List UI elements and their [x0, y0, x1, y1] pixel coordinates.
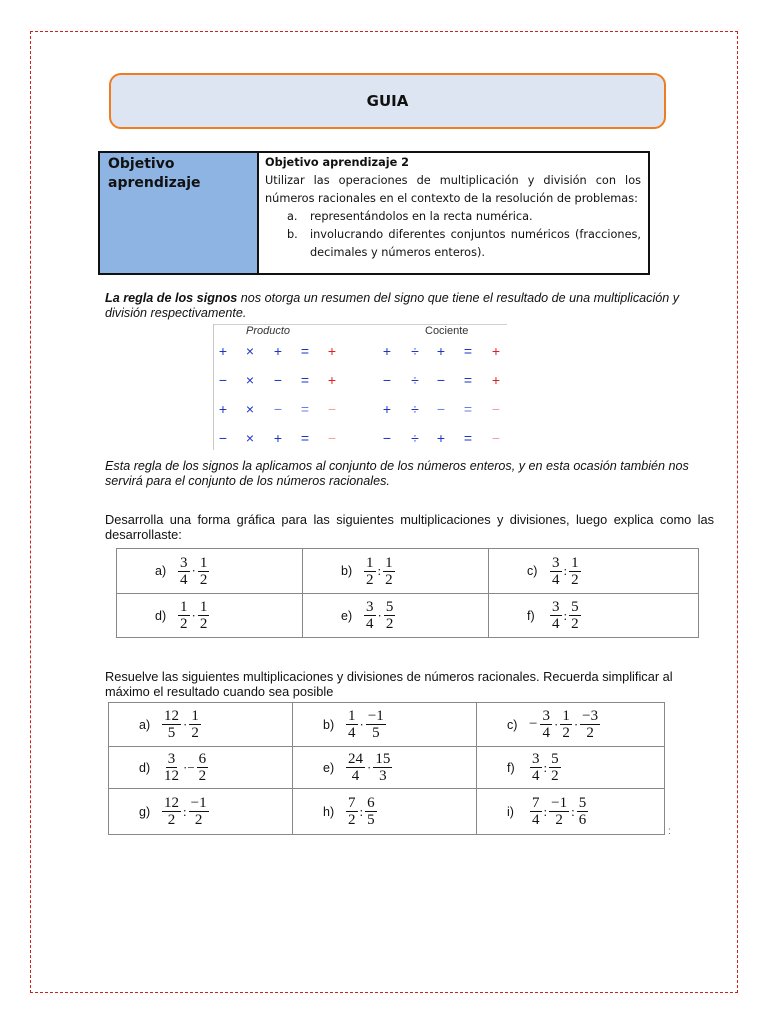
- fraction: [197, 751, 209, 784]
- fraction: [364, 599, 376, 632]
- math-expression: [345, 708, 387, 741]
- exercise-cell: [303, 549, 489, 594]
- table-row: [109, 789, 665, 835]
- quotient-sign: +: [436, 430, 446, 446]
- numerator: 5: [571, 599, 579, 615]
- negative-sign: −: [529, 716, 538, 732]
- numerator: 1: [366, 554, 374, 571]
- table-row: [117, 549, 699, 594]
- exercise-label: g): [139, 804, 151, 819]
- operator: ·: [191, 563, 196, 578]
- operator: :: [377, 563, 382, 578]
- denominator: 4: [542, 725, 550, 741]
- operator: ·: [183, 716, 188, 732]
- math-expression: [345, 751, 393, 784]
- objective-item-text: representándolos en la recta numérica.: [310, 210, 533, 223]
- fraction: [550, 599, 562, 632]
- exercise-label: f): [507, 760, 515, 775]
- objective-item: [265, 226, 641, 262]
- denominator: 4: [348, 725, 356, 741]
- product-sign: +: [273, 343, 283, 359]
- exercise1-table: [116, 548, 699, 638]
- math-expression: [345, 795, 378, 828]
- numerator: 3: [552, 554, 560, 571]
- operator: ·: [553, 716, 559, 732]
- quotient-sign: −: [436, 372, 446, 388]
- fraction: [365, 795, 377, 828]
- exercise-label: c): [527, 564, 538, 578]
- math-expression: [161, 795, 210, 828]
- operator: ·: [191, 607, 196, 623]
- fraction: [373, 751, 392, 784]
- numerator: 3: [366, 599, 374, 615]
- operator: :: [359, 803, 364, 819]
- exercise-label: i): [507, 804, 514, 819]
- rule-bold-text: La regla de los signos: [105, 291, 238, 305]
- denominator: 4: [351, 768, 360, 784]
- exercise-cell: [477, 789, 665, 835]
- numerator: −3: [582, 708, 599, 724]
- operator: :: [183, 803, 187, 819]
- quotient-sign: =: [463, 372, 473, 388]
- numerator: 1: [562, 708, 570, 724]
- math-expression: [161, 708, 202, 741]
- exercise1-prompt: Desarrolla una forma gráfica para las siguientes multiplicaciones y divisiones, luego explica como las desarrollaste:: [105, 512, 714, 542]
- denominator: 2: [571, 616, 579, 632]
- objective-item-text: involucrando diferentes conjuntos numéricos (fracciones, decimales y números enteros).: [310, 228, 641, 259]
- fraction: [198, 599, 210, 632]
- math-expression: [549, 599, 582, 632]
- quotient-sign: ÷: [411, 401, 419, 417]
- exercise-label: b): [323, 717, 335, 732]
- page-title: GUIA: [109, 73, 666, 129]
- objective-item-label: a.: [287, 210, 298, 223]
- quotient-sign: ÷: [411, 343, 419, 359]
- fraction: [530, 795, 542, 828]
- denominator: 2: [199, 616, 208, 632]
- signs-table: [213, 324, 506, 450]
- numerator: −1: [190, 795, 207, 811]
- objective-item: [265, 208, 641, 226]
- product-sign: −: [273, 372, 283, 388]
- numerator: −1: [367, 708, 384, 724]
- numerator: 1: [180, 599, 188, 615]
- denominator: 2: [199, 571, 208, 588]
- denominator: 4: [552, 616, 560, 632]
- quotient-sign: +: [382, 401, 392, 417]
- fraction: [569, 555, 581, 588]
- exercise-cell: [109, 703, 293, 747]
- product-header: Producto: [246, 325, 291, 337]
- product-sign: +: [327, 343, 337, 359]
- operator: ·: [377, 607, 382, 623]
- denominator: 2: [385, 616, 394, 632]
- quotient-sign: +: [382, 343, 392, 359]
- numerator: 3: [542, 708, 550, 724]
- product-sign: −: [218, 372, 228, 388]
- fraction: [178, 555, 190, 588]
- fraction: [346, 708, 358, 741]
- objective-content: [259, 153, 648, 273]
- product-sign: −: [218, 430, 228, 446]
- fraction: [189, 708, 201, 741]
- rule-text: nos otorga un resumen del signo que tiene el resultado de una multiplicación y división respectivamente.: [105, 291, 680, 320]
- fraction: [178, 599, 190, 632]
- numerator: 7: [348, 795, 356, 811]
- quotient-sign: +: [436, 343, 446, 359]
- product-sign: +: [273, 430, 283, 446]
- exercise-cell: [477, 747, 665, 789]
- numerator: 1: [199, 599, 208, 615]
- denominator: 4: [366, 616, 374, 632]
- exercise-label: d): [139, 760, 151, 775]
- numerator: 3: [167, 751, 176, 767]
- product-sign: =: [300, 430, 310, 446]
- product-sign: ×: [245, 343, 255, 359]
- operator: ·: [573, 716, 579, 732]
- denominator: 2: [348, 812, 356, 828]
- product-sign: =: [300, 372, 310, 388]
- operator: ·: [359, 716, 364, 732]
- exercise-cell: [293, 703, 477, 747]
- product-sign: −: [273, 401, 283, 417]
- product-sign: +: [327, 372, 337, 388]
- fraction: [346, 795, 358, 828]
- denominator: 2: [366, 571, 374, 588]
- quotient-sign: =: [463, 343, 473, 359]
- exercise-cell: [293, 747, 477, 789]
- exercise-label: a): [139, 717, 151, 732]
- quotient-sign: +: [491, 343, 501, 359]
- fraction: [384, 599, 396, 632]
- exercise-cell: [109, 789, 293, 835]
- denominator: 2: [198, 768, 207, 784]
- product-sign: +: [218, 401, 228, 417]
- fraction: [569, 599, 581, 632]
- product-sign: +: [218, 343, 228, 359]
- math-expression: [177, 599, 210, 632]
- product-sign: ×: [245, 401, 255, 417]
- numerator: 1: [191, 708, 199, 724]
- product-sign: =: [300, 343, 310, 359]
- numerator: 3: [552, 599, 560, 615]
- product-sign: =: [300, 401, 310, 417]
- exercise-cell: [293, 789, 477, 835]
- quotient-sign: ÷: [411, 430, 419, 446]
- denominator: 2: [551, 768, 559, 784]
- numerator: 12: [164, 708, 179, 724]
- exercise-label: f): [527, 608, 535, 623]
- objective-item-label: b.: [287, 228, 298, 241]
- quotient-sign: −: [436, 401, 446, 417]
- numerator: −1: [551, 795, 568, 811]
- product-sign: −: [327, 430, 337, 446]
- denominator: 5: [167, 725, 176, 741]
- fraction: [550, 555, 562, 588]
- product-sign: −: [327, 401, 337, 417]
- quotient-sign: =: [463, 430, 473, 446]
- math-expression: [363, 599, 396, 632]
- denominator: 4: [532, 812, 540, 828]
- fraction: [162, 751, 181, 784]
- numerator: 15: [375, 751, 391, 767]
- denominator: 4: [552, 571, 560, 588]
- exercise-cell: [477, 703, 665, 747]
- operator: ·: [367, 759, 372, 775]
- operator: ·−: [183, 759, 195, 775]
- denominator: 3: [379, 768, 387, 784]
- denominator: 5: [367, 812, 375, 828]
- fraction: [549, 751, 561, 784]
- table-row: [109, 747, 665, 789]
- quotient-sign: =: [463, 401, 473, 417]
- denominator: 2: [191, 725, 199, 741]
- denominator: 2: [562, 725, 570, 741]
- table-row: [109, 703, 665, 747]
- exercise-label: h): [323, 804, 335, 819]
- denominator: 4: [180, 571, 188, 588]
- numerator: 3: [180, 554, 188, 571]
- rule-note: [105, 459, 714, 489]
- exercise-label: e): [341, 608, 353, 623]
- math-expression: [177, 555, 210, 588]
- numerator: 1: [199, 554, 208, 571]
- objective-table: [98, 151, 650, 275]
- quotient-sign: −: [491, 430, 501, 446]
- numerator: 1: [571, 554, 579, 571]
- quotient-sign: +: [491, 372, 501, 388]
- operator: :: [563, 563, 568, 578]
- exercise-cell: [117, 594, 303, 638]
- fraction: [198, 555, 210, 588]
- fraction: [383, 555, 395, 588]
- numerator: 12: [164, 795, 179, 811]
- fraction: [577, 795, 589, 828]
- operator: :: [571, 803, 575, 819]
- math-expression: [529, 751, 562, 784]
- fraction: [189, 795, 209, 828]
- operator: :: [543, 803, 548, 819]
- quotient-sign: −: [382, 372, 392, 388]
- denominator: 2: [167, 812, 176, 828]
- denominator: 2: [555, 812, 563, 828]
- denominator: 2: [194, 812, 203, 828]
- fraction: [530, 751, 542, 784]
- math-expression: [549, 555, 582, 588]
- numerator: 6: [367, 795, 375, 811]
- operator: :: [543, 759, 548, 775]
- denominator: 2: [586, 725, 594, 741]
- exercise-label: d): [155, 608, 167, 623]
- fraction: [162, 795, 181, 828]
- trailing-mark: :: [668, 826, 671, 837]
- exercise-label: e): [323, 760, 335, 775]
- quotient-sign: −: [382, 430, 392, 446]
- fraction: [364, 555, 376, 588]
- exercise2-table: [108, 702, 665, 835]
- fraction: [346, 751, 365, 784]
- numerator: 5: [551, 751, 559, 767]
- exercise-label: c): [507, 717, 518, 732]
- denominator: 2: [571, 571, 579, 588]
- operator: :: [563, 607, 568, 623]
- denominator: 2: [180, 616, 188, 632]
- fraction: [560, 708, 572, 741]
- objective-label: Objetivo aprendizaje: [100, 153, 259, 273]
- numerator: 3: [532, 751, 540, 767]
- denominator: 4: [532, 768, 540, 784]
- exercise-label: a): [155, 564, 167, 578]
- exercise-cell: [489, 549, 699, 594]
- denominator: 2: [385, 571, 393, 588]
- math-expression: [529, 708, 601, 741]
- exercise-label: b): [341, 564, 353, 578]
- product-sign: ×: [245, 372, 255, 388]
- quotient-header: Cociente: [425, 325, 469, 337]
- exercise2-prompt: Resuelve las siguientes multiplicaciones y divisiones de números racionales. Recuerda simplificar al máximo el resultado cuando sea posible: [105, 669, 673, 699]
- numerator: 5: [385, 599, 394, 615]
- numerator: 24: [348, 751, 363, 767]
- math-expression: [363, 555, 396, 588]
- numerator: 7: [532, 795, 540, 811]
- quotient-sign: ÷: [411, 372, 419, 388]
- rule-paragraph: [105, 291, 714, 321]
- denominator: 5: [372, 725, 380, 741]
- math-expression: [529, 795, 589, 828]
- table-row: [117, 594, 699, 638]
- objective-text: Utilizar las operaciones de multiplicación y división con los números racionales en el contexto de la resolución de problemas:: [265, 174, 641, 205]
- numerator: 1: [348, 708, 356, 724]
- quotient-sign: −: [491, 401, 501, 417]
- fraction: [540, 708, 552, 741]
- product-sign: ×: [245, 430, 255, 446]
- exercise-cell: [117, 549, 303, 594]
- exercise-cell: [489, 594, 699, 638]
- objective-heading: Objetivo aprendizaje 2: [265, 156, 410, 169]
- numerator: 5: [578, 795, 587, 811]
- exercise-cell: [303, 594, 489, 638]
- denominator: 12: [164, 768, 179, 784]
- numerator: 6: [198, 751, 207, 767]
- fraction: [162, 708, 181, 741]
- fraction: [580, 708, 600, 741]
- exercise-cell: [109, 747, 293, 789]
- denominator: 6: [578, 812, 587, 828]
- math-expression: [161, 751, 209, 784]
- fraction: [366, 708, 386, 741]
- numerator: 1: [385, 554, 393, 571]
- fraction: [549, 795, 569, 828]
- rule-note-text: Esta regla de los signos la aplicamos al conjunto de los números enteros, y en esta ocasión también nos servirá para el conjunto de los números racionales.: [105, 459, 689, 488]
